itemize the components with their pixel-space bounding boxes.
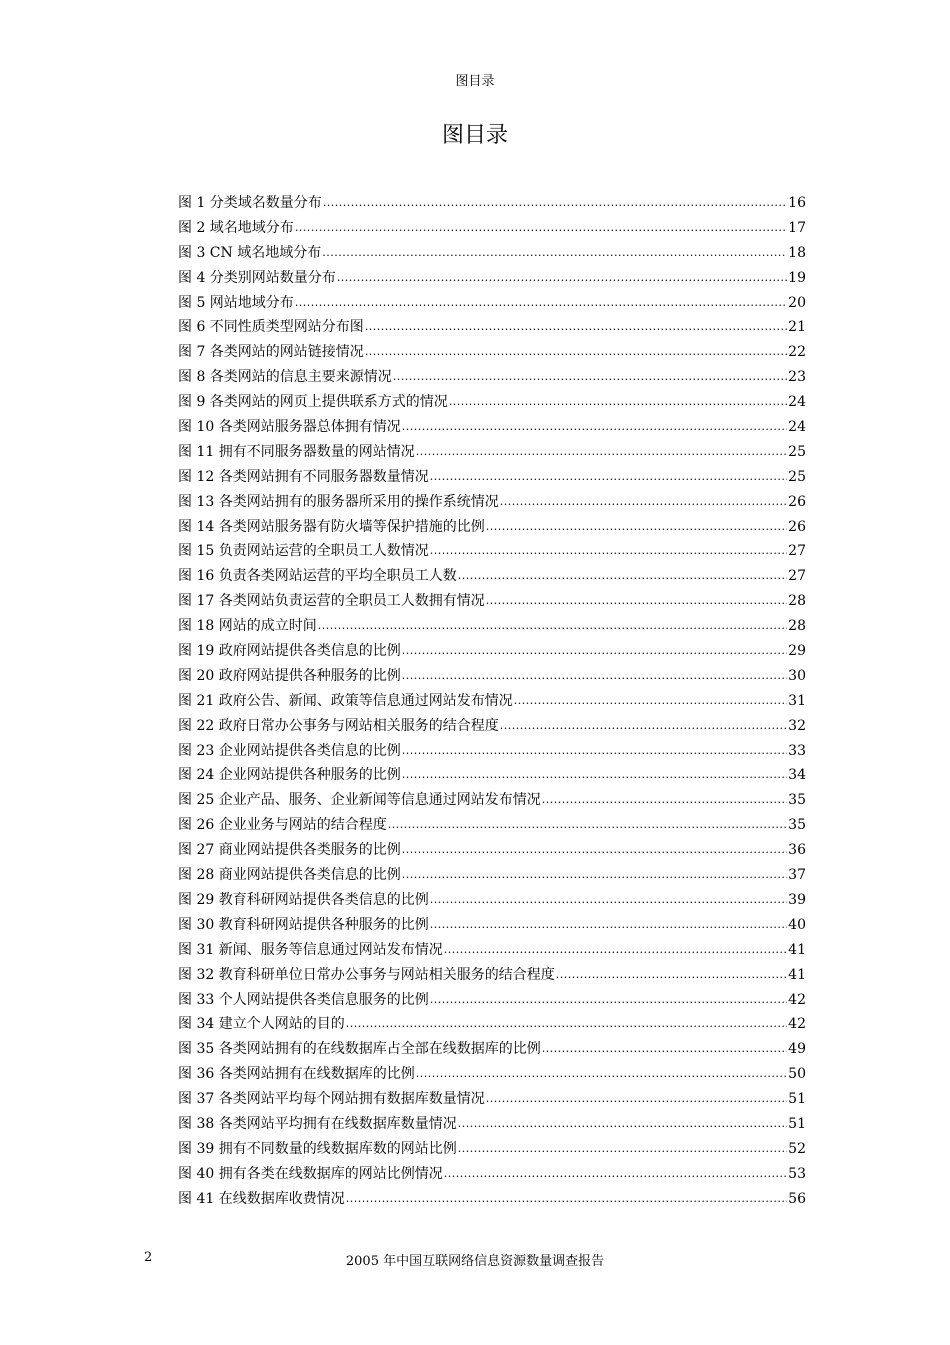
toc-entry-page: 27 — [788, 568, 806, 585]
toc-entry[interactable] — [178, 839, 806, 864]
toc-entry[interactable] — [178, 341, 806, 366]
toc-entry-label: 图 23 企业网站提供各类信息的比例 — [178, 742, 401, 759]
toc-entry-label: 图 25 企业产品、服务、企业新闻等信息通过网站发布情况 — [178, 792, 541, 809]
toc-entry-page: 21 — [788, 319, 806, 336]
toc-entry-label: 图 12 各类网站拥有不同服务器数量情况 — [178, 468, 429, 485]
toc-dot-leader — [337, 269, 787, 285]
toc-entry[interactable] — [178, 217, 806, 242]
toc-entry-label: 图 2 域名地域分布 — [178, 219, 294, 236]
toc-entry[interactable] — [178, 889, 806, 914]
toc-dot-leader — [402, 642, 787, 658]
toc-dot-leader — [444, 1165, 787, 1181]
toc-entry-label: 图 34 建立个人网站的目的 — [178, 1016, 345, 1033]
toc-dot-leader — [444, 941, 787, 957]
toc-entry-page: 19 — [788, 269, 806, 286]
toc-entry-page: 51 — [788, 1115, 806, 1132]
toc-entry-label: 图 6 不同性质类型网站分布图 — [178, 319, 364, 336]
toc-dot-leader — [486, 592, 787, 608]
toc-dot-leader — [295, 219, 787, 235]
toc-entry-page: 24 — [788, 394, 806, 411]
toc-entry-label: 图 7 各类网站的网站链接情况 — [178, 344, 364, 361]
toc-entry-page: 22 — [788, 344, 806, 361]
toc-entry[interactable] — [178, 565, 806, 590]
toc-entry-label: 图 33 个人网站提供各类信息服务的比例 — [178, 991, 429, 1008]
toc-entry[interactable] — [178, 715, 806, 740]
toc-dot-leader — [430, 468, 787, 484]
toc-entry-page: 35 — [788, 817, 806, 834]
toc-entry-label: 图 13 各类网站拥有的服务器所采用的操作系统情况 — [178, 493, 499, 510]
toc-dot-leader — [514, 692, 787, 708]
toc-dot-leader — [365, 343, 787, 359]
toc-entry-page: 33 — [788, 742, 806, 759]
toc-entry[interactable] — [178, 690, 806, 715]
toc-entry-page: 24 — [788, 419, 806, 436]
toc-entry[interactable] — [178, 1188, 806, 1213]
toc-entry-label: 图 27 商业网站提供各类服务的比例 — [178, 842, 401, 859]
toc-dot-leader — [500, 717, 787, 733]
toc-entry-label: 图 1 分类域名数量分布 — [178, 195, 322, 211]
toc-entry-label: 图 28 商业网站提供各类信息的比例 — [178, 867, 401, 884]
toc-entry-page: 51 — [788, 1091, 806, 1108]
toc-dot-leader — [556, 966, 787, 982]
toc-dot-leader — [346, 1015, 787, 1031]
toc-entry[interactable] — [178, 491, 806, 516]
toc-entry-page: 31 — [788, 692, 806, 709]
toc-entry-page: 20 — [788, 294, 806, 311]
toc-entry-page: 18 — [788, 244, 806, 261]
toc-entry[interactable] — [178, 466, 806, 491]
toc-entry-label: 图 14 各类网站服务器有防火墙等保护措施的比例 — [178, 518, 485, 535]
toc-entry-page: 37 — [788, 867, 806, 884]
toc-entry[interactable] — [178, 1013, 806, 1038]
toc-entry[interactable] — [178, 914, 806, 939]
toc-dot-leader — [388, 816, 787, 832]
toc-dot-leader — [402, 766, 787, 782]
toc-dot-leader — [393, 368, 787, 384]
toc-entry-label: 图 21 政府公告、新闻、政策等信息通过网站发布情况 — [178, 692, 513, 709]
toc-entry-page: 40 — [788, 916, 806, 933]
toc-entry-label: 图 37 各类网站平均每个网站拥有数据库数量情况 — [178, 1091, 485, 1108]
toc-entry[interactable] — [178, 540, 806, 565]
toc-entry-label: 图 17 各类网站负责运营的全职员工人数拥有情况 — [178, 593, 485, 610]
toc-entry[interactable] — [178, 740, 806, 765]
toc-entry-label: 图 31 新闻、服务等信息通过网站发布情况 — [178, 941, 443, 958]
toc-entry-page: 52 — [788, 1140, 806, 1157]
toc-entry-page: 25 — [788, 443, 806, 460]
toc-entry-page: 27 — [788, 543, 806, 560]
toc-entry[interactable] — [178, 939, 806, 964]
toc-dot-leader — [486, 1090, 787, 1106]
toc-entry[interactable] — [178, 316, 806, 341]
toc-entry-page: 53 — [788, 1165, 806, 1182]
toc-entry-label: 图 19 政府网站提供各类信息的比例 — [178, 643, 401, 660]
toc-dot-leader — [500, 493, 787, 509]
toc-entry-label: 图 4 分类别网站数量分布 — [178, 269, 336, 286]
toc-entry-page: 36 — [788, 842, 806, 859]
toc-entry-page: 50 — [788, 1066, 806, 1083]
toc-dot-leader — [430, 916, 787, 932]
toc-dot-leader — [318, 617, 787, 633]
toc-dot-leader — [402, 866, 787, 882]
toc-entry[interactable] — [178, 665, 806, 690]
toc-entry-page: 28 — [788, 618, 806, 635]
toc-dot-leader — [402, 742, 787, 758]
toc-entry[interactable] — [178, 640, 806, 665]
toc-entry-page: 30 — [788, 667, 806, 684]
toc-entry-label: 图 10 各类网站服务器总体拥有情况 — [178, 419, 401, 436]
toc-entry[interactable] — [178, 1038, 806, 1063]
toc-entry-page: 26 — [788, 493, 806, 510]
footer-report-title: 2005 年中国互联网络信息资源数量调查报告 — [345, 1254, 605, 1269]
toc-entry-page: 35 — [788, 792, 806, 809]
page-title: 图目录 — [441, 123, 508, 148]
toc-entry[interactable] — [178, 441, 806, 466]
toc-entry-page: 16 — [788, 195, 806, 211]
toc-entry-page: 49 — [788, 1041, 806, 1058]
toc-dot-leader — [323, 194, 787, 210]
toc-entry-page: 42 — [788, 991, 806, 1008]
toc-dot-leader — [542, 1040, 787, 1056]
toc-entry-page: 25 — [788, 468, 806, 485]
toc-entry-page: 17 — [788, 219, 806, 236]
toc-entry[interactable] — [178, 366, 806, 391]
toc-entry[interactable] — [178, 615, 806, 640]
toc-entry[interactable] — [178, 242, 806, 267]
toc-entry[interactable] — [178, 1138, 806, 1163]
toc-dot-leader — [458, 1115, 787, 1131]
toc-dot-leader — [430, 891, 787, 907]
toc-entry[interactable] — [178, 1088, 806, 1113]
toc-entry[interactable] — [178, 416, 806, 441]
toc-dot-leader — [430, 542, 787, 558]
toc-entry-label: 图 36 各类网站拥有在线数据库的比例 — [178, 1066, 415, 1083]
toc-entry-label: 图 30 教育科研网站提供各种服务的比例 — [178, 916, 429, 933]
toc-entry[interactable] — [178, 989, 806, 1014]
toc-entry[interactable] — [178, 814, 806, 839]
toc-entry[interactable] — [178, 516, 806, 541]
toc-entry-page: 41 — [788, 941, 806, 958]
toc-entry[interactable] — [178, 864, 806, 889]
toc-entry-page: 34 — [788, 767, 806, 784]
toc-dot-leader — [295, 294, 787, 310]
toc-dot-leader — [430, 991, 787, 1007]
toc-entry-label: 图 40 拥有各类在线数据库的网站比例情况 — [178, 1165, 443, 1182]
toc-entry-label: 图 15 负责网站运营的全职员工人数情况 — [178, 543, 429, 560]
toc-dot-leader — [416, 1065, 787, 1081]
toc-dot-leader — [346, 1190, 787, 1206]
toc-entry[interactable] — [178, 1163, 806, 1188]
toc-entry-label: 图 16 负责各类网站运营的平均全职员工人数 — [178, 568, 457, 585]
toc-entry-page: 42 — [788, 1016, 806, 1033]
toc-dot-leader — [416, 443, 787, 459]
toc-dot-leader — [402, 841, 787, 857]
toc-dot-leader — [458, 1140, 787, 1156]
toc-entry[interactable] — [178, 192, 806, 217]
toc-entry[interactable] — [178, 1113, 806, 1138]
toc-entry-page: 39 — [788, 891, 806, 908]
toc-entry[interactable] — [178, 1063, 806, 1088]
toc-entry-label: 图 32 教育科研单位日常办公事务与网站相关服务的结合程度 — [178, 966, 555, 983]
toc-entry-label: 图 11 拥有不同服务器数量的网站情况 — [178, 443, 415, 460]
toc-entry[interactable] — [178, 764, 806, 789]
toc-dot-leader — [449, 393, 787, 409]
toc-entry-page: 32 — [788, 717, 806, 734]
toc-entry-label: 图 41 在线数据库收费情况 — [178, 1190, 345, 1207]
toc-entry-label: 图 18 网站的成立时间 — [178, 618, 317, 635]
toc-entry-label: 图 3 CN 域名地域分布 — [178, 244, 322, 261]
toc-entry[interactable] — [178, 964, 806, 989]
toc-entry[interactable] — [178, 789, 806, 814]
toc-entry-label: 图 29 教育科研网站提供各类信息的比例 — [178, 891, 429, 908]
figure-list — [178, 192, 806, 1213]
toc-entry-page: 29 — [788, 643, 806, 660]
toc-entry-page: 23 — [788, 369, 806, 386]
toc-entry-label: 图 38 各类网站平均拥有在线数据库数量情况 — [178, 1115, 457, 1132]
toc-dot-leader — [322, 244, 787, 260]
toc-dot-leader — [402, 667, 787, 683]
toc-entry[interactable] — [178, 292, 806, 317]
toc-entry-label: 图 35 各类网站拥有的在线数据库占全部在线数据库的比例 — [178, 1041, 541, 1058]
toc-entry-label: 图 20 政府网站提供各种服务的比例 — [178, 667, 401, 684]
toc-entry[interactable] — [178, 391, 806, 416]
toc-entry-label: 图 22 政府日常办公事务与网站相关服务的结合程度 — [178, 717, 499, 734]
toc-entry-page: 41 — [788, 966, 806, 983]
toc-entry-page: 28 — [788, 593, 806, 610]
toc-entry-label: 图 26 企业业务与网站的结合程度 — [178, 817, 387, 834]
toc-entry-label: 图 9 各类网站的网页上提供联系方式的情况 — [178, 394, 448, 411]
toc-entry[interactable] — [178, 267, 806, 292]
toc-dot-leader — [458, 567, 787, 583]
toc-entry-label: 图 39 拥有不同数量的线数据库数的网站比例 — [178, 1140, 457, 1157]
toc-dot-leader — [365, 318, 787, 334]
toc-dot-leader — [486, 518, 787, 534]
running-header: 图目录 — [455, 74, 495, 89]
toc-dot-leader — [542, 791, 787, 807]
toc-entry-page: 26 — [788, 518, 806, 535]
toc-entry-label: 图 8 各类网站的信息主要来源情况 — [178, 369, 392, 386]
toc-dot-leader — [402, 418, 787, 434]
toc-entry-page: 56 — [788, 1190, 806, 1207]
toc-entry-label: 图 5 网站地域分布 — [178, 294, 294, 311]
footer-page-number: 2 — [144, 1250, 153, 1265]
toc-entry-label: 图 24 企业网站提供各种服务的比例 — [178, 767, 401, 784]
toc-entry[interactable] — [178, 590, 806, 615]
